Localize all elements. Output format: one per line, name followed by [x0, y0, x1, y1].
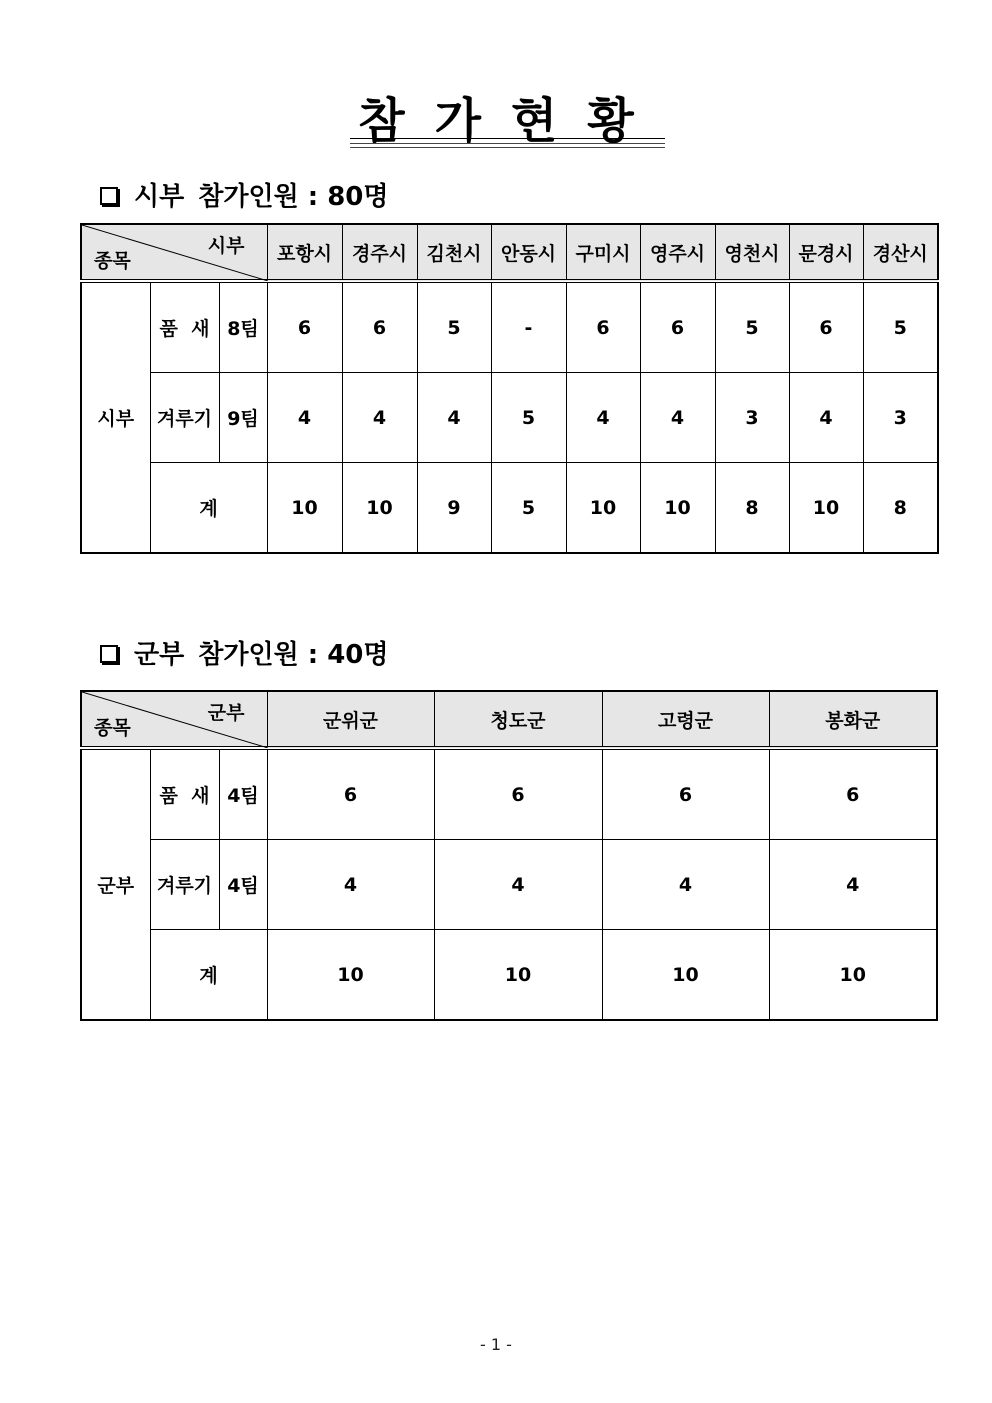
page-title-text: 참가현황 — [358, 93, 664, 149]
column-header: 고령군 — [602, 691, 769, 748]
section-heading-county — [100, 634, 389, 671]
column-header: 봉화군 — [769, 691, 937, 748]
total-label: 계 — [150, 930, 267, 1021]
table-corner-cell — [81, 224, 267, 281]
page-title — [0, 82, 992, 151]
title-double-rule — [350, 143, 665, 148]
table-cell: 4 — [267, 840, 434, 930]
table-cell: 6 — [789, 281, 863, 373]
total-cell: 10 — [342, 463, 417, 554]
section-heading-city — [100, 176, 389, 213]
column-header: 구미시 — [566, 224, 640, 281]
event-label: 품 새 — [150, 748, 219, 840]
column-header: 청도군 — [434, 691, 602, 748]
section-count: 참가인원 : 40명 — [198, 640, 389, 670]
corner-top-label: 시부 — [207, 235, 245, 257]
table-cell: 6 — [769, 748, 937, 840]
table-cell: 6 — [566, 281, 640, 373]
column-header: 영천시 — [715, 224, 789, 281]
table-row — [81, 748, 937, 840]
total-cell: 10 — [640, 463, 715, 554]
table-row — [81, 840, 937, 930]
table-cell: 5 — [863, 281, 938, 373]
event-label: 품 새 — [150, 281, 219, 373]
table-cell: 6 — [342, 281, 417, 373]
column-header: 영주시 — [640, 224, 715, 281]
table-cell: 6 — [640, 281, 715, 373]
total-cell: 5 — [491, 463, 566, 554]
table-cell: 3 — [863, 373, 938, 463]
table-cell: 4 — [602, 840, 769, 930]
column-header: 김천시 — [417, 224, 491, 281]
total-cell: 10 — [434, 930, 602, 1021]
total-cell: 10 — [267, 930, 434, 1021]
table-header-row — [81, 691, 937, 748]
total-cell: 10 — [566, 463, 640, 554]
table-header-row — [81, 224, 938, 281]
event-label: 겨루기 — [150, 840, 219, 930]
column-header: 경주시 — [342, 224, 417, 281]
group-label: 시부 — [81, 281, 150, 553]
team-count: 4팀 — [219, 748, 267, 840]
event-label: 겨루기 — [150, 373, 219, 463]
corner-top-label: 군부 — [207, 702, 245, 724]
column-header: 문경시 — [789, 224, 863, 281]
team-count: 4팀 — [219, 840, 267, 930]
total-row — [81, 463, 938, 554]
table-cell: 4 — [640, 373, 715, 463]
total-cell: 10 — [789, 463, 863, 554]
table-cell: 4 — [769, 840, 937, 930]
total-cell: 10 — [602, 930, 769, 1021]
table-cell: 6 — [434, 748, 602, 840]
table-cell: 5 — [491, 373, 566, 463]
column-header: 경산시 — [863, 224, 938, 281]
table-cell: - — [491, 281, 566, 373]
section-label: 시부 — [134, 182, 185, 212]
total-cell: 10 — [769, 930, 937, 1021]
table-cell: 6 — [267, 748, 434, 840]
city-participation-table — [80, 223, 939, 554]
table-cell: 4 — [789, 373, 863, 463]
section-label: 군부 — [134, 640, 185, 670]
table-corner-cell — [81, 691, 267, 748]
page-number: - 1 - — [480, 1335, 512, 1354]
column-header: 포항시 — [267, 224, 342, 281]
table-cell: 4 — [417, 373, 491, 463]
total-cell: 8 — [715, 463, 789, 554]
table-cell: 4 — [434, 840, 602, 930]
table-cell: 6 — [267, 281, 342, 373]
title-underline — [350, 138, 665, 139]
total-label: 계 — [150, 463, 267, 554]
table-cell: 4 — [342, 373, 417, 463]
table-cell: 5 — [417, 281, 491, 373]
total-cell: 9 — [417, 463, 491, 554]
table-row — [81, 281, 938, 373]
column-header: 군위군 — [267, 691, 434, 748]
total-cell: 10 — [267, 463, 342, 554]
corner-bottom-label: 종목 — [94, 250, 131, 272]
table-cell: 3 — [715, 373, 789, 463]
table-cell: 6 — [602, 748, 769, 840]
column-header: 안동시 — [491, 224, 566, 281]
checkbox-square-icon — [100, 187, 118, 205]
team-count: 9팀 — [219, 373, 267, 463]
section-count: 참가인원 : 80명 — [198, 182, 389, 212]
group-label: 군부 — [81, 748, 150, 1020]
corner-bottom-label: 종목 — [94, 717, 131, 739]
table-cell: 5 — [715, 281, 789, 373]
table-cell: 4 — [267, 373, 342, 463]
total-cell: 8 — [863, 463, 938, 554]
county-participation-table — [80, 690, 938, 1021]
checkbox-square-icon — [100, 645, 118, 663]
team-count: 8팀 — [219, 281, 267, 373]
table-row — [81, 373, 938, 463]
table-cell: 4 — [566, 373, 640, 463]
total-row — [81, 930, 937, 1021]
